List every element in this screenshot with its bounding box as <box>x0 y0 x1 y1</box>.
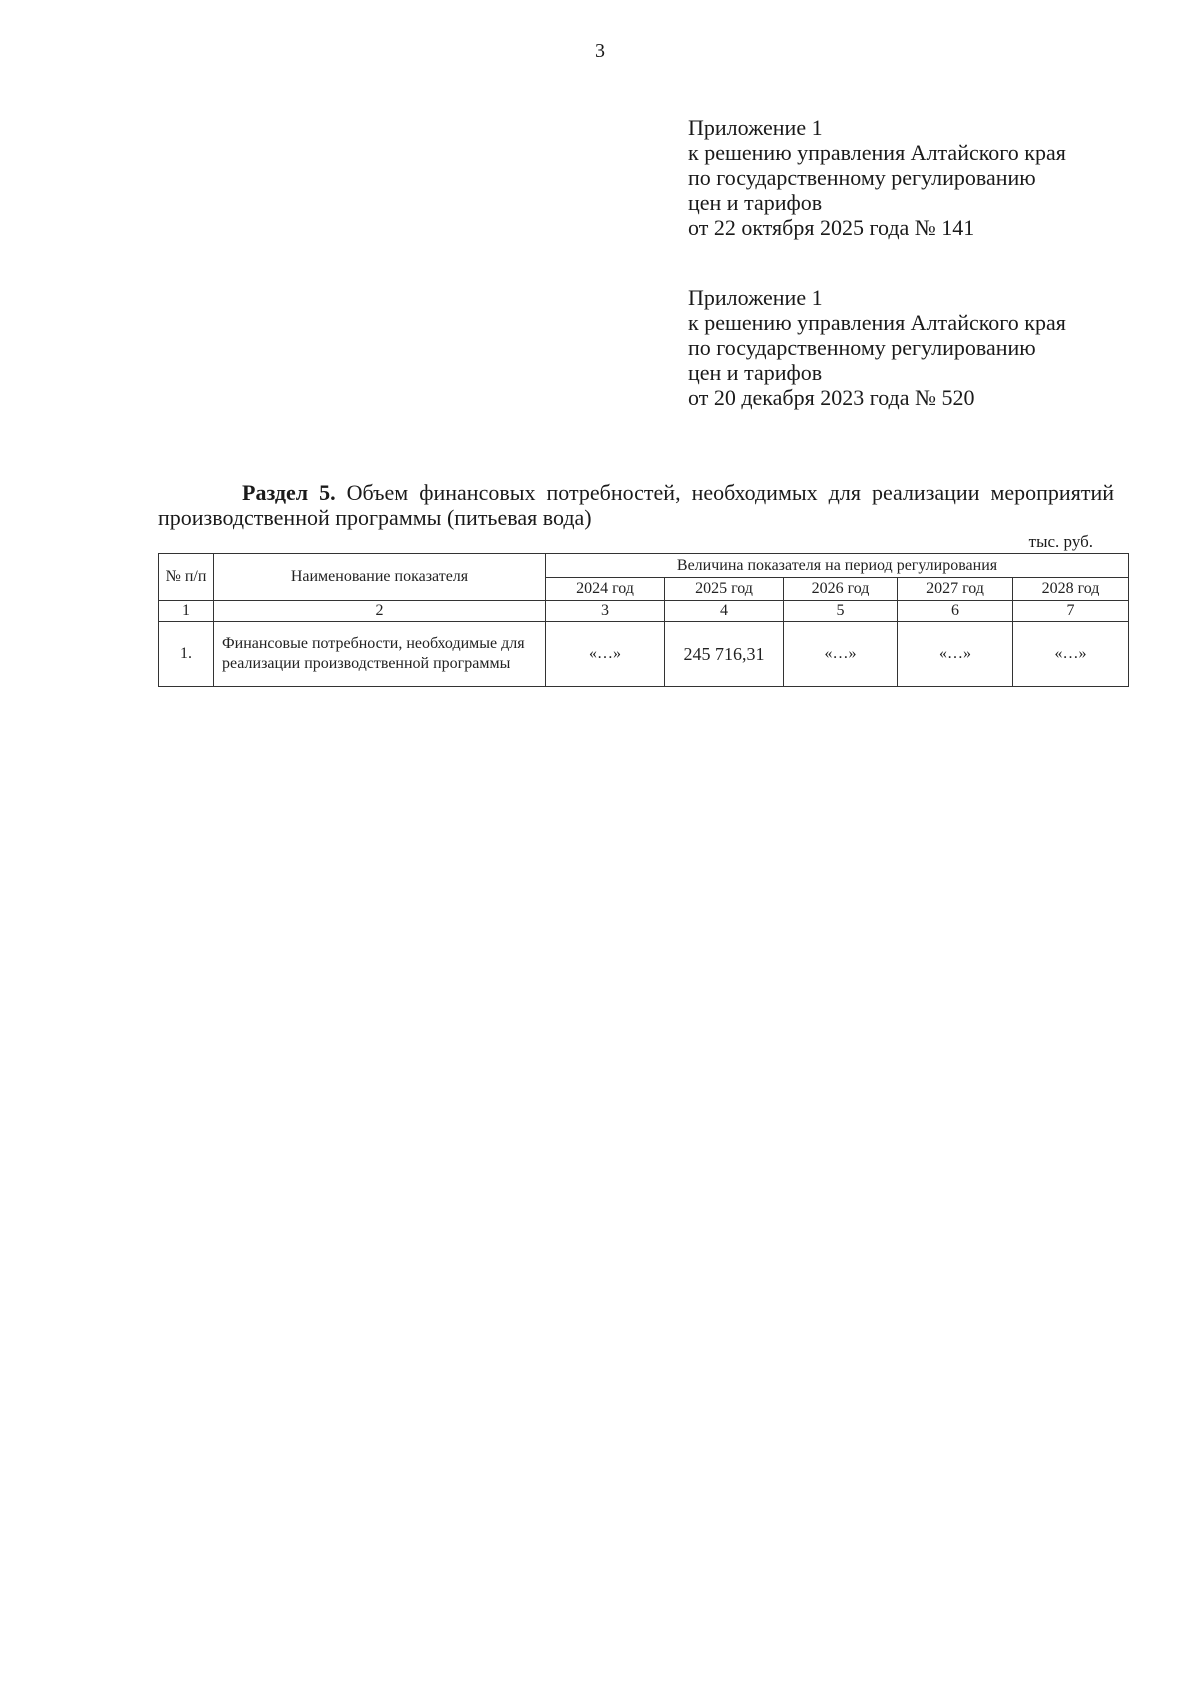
column-number: 1 <box>159 601 214 622</box>
appendix-previous-line3: по государственному регулированию <box>688 335 1036 360</box>
header-name: Наименование показателя <box>214 554 546 601</box>
column-number: 7 <box>1013 601 1129 622</box>
appendix-current <box>688 115 1148 240</box>
appendix-current-line4: цен и тарифов <box>688 190 823 215</box>
column-number: 4 <box>665 601 784 622</box>
header-year: 2026 год <box>784 578 898 601</box>
appendix-previous <box>688 285 1148 410</box>
unit-label: тыс. руб. <box>1028 532 1093 551</box>
section-title-text: Объем финансовых потребностей, необходимых для реализации мероприятий производственной программы (питьевая вода) <box>158 480 1114 530</box>
table-row <box>159 622 1129 687</box>
row-value: 245 716,31 <box>665 622 784 687</box>
row-value: «…» <box>546 622 665 687</box>
appendix-current-line1: Приложение 1 <box>688 115 823 140</box>
row-value: «…» <box>898 622 1013 687</box>
header-period: Величина показателя на период регулирования <box>546 554 1129 578</box>
appendix-previous-line4: цен и тарифов <box>688 360 823 385</box>
appendix-previous-line2: к решению управления Алтайского края <box>688 310 1066 335</box>
row-name: Финансовые потребности, необходимые для реализации производственной программы <box>214 622 546 687</box>
header-number: № п/п <box>159 554 214 601</box>
row-value: «…» <box>784 622 898 687</box>
appendix-previous-line5: от 20 декабря 2023 года № 520 <box>688 385 975 410</box>
header-year: 2024 год <box>546 578 665 601</box>
column-number: 5 <box>784 601 898 622</box>
financial-needs-table <box>158 553 1129 687</box>
section-title <box>158 480 1114 530</box>
page-number: 3 <box>595 40 605 62</box>
appendix-current-line2: к решению управления Алтайского края <box>688 140 1066 165</box>
appendix-previous-line1: Приложение 1 <box>688 285 823 310</box>
column-number: 3 <box>546 601 665 622</box>
appendix-current-line3: по государственному регулированию <box>688 165 1036 190</box>
header-year: 2025 год <box>665 578 784 601</box>
appendix-current-line5: от 22 октября 2025 года № 141 <box>688 215 975 240</box>
row-value: «…» <box>1013 622 1129 687</box>
header-year: 2027 год <box>898 578 1013 601</box>
column-number: 6 <box>898 601 1013 622</box>
row-number: 1. <box>159 622 214 687</box>
section-label: Раздел 5. <box>242 480 336 505</box>
header-year: 2028 год <box>1013 578 1129 601</box>
column-number: 2 <box>214 601 546 622</box>
